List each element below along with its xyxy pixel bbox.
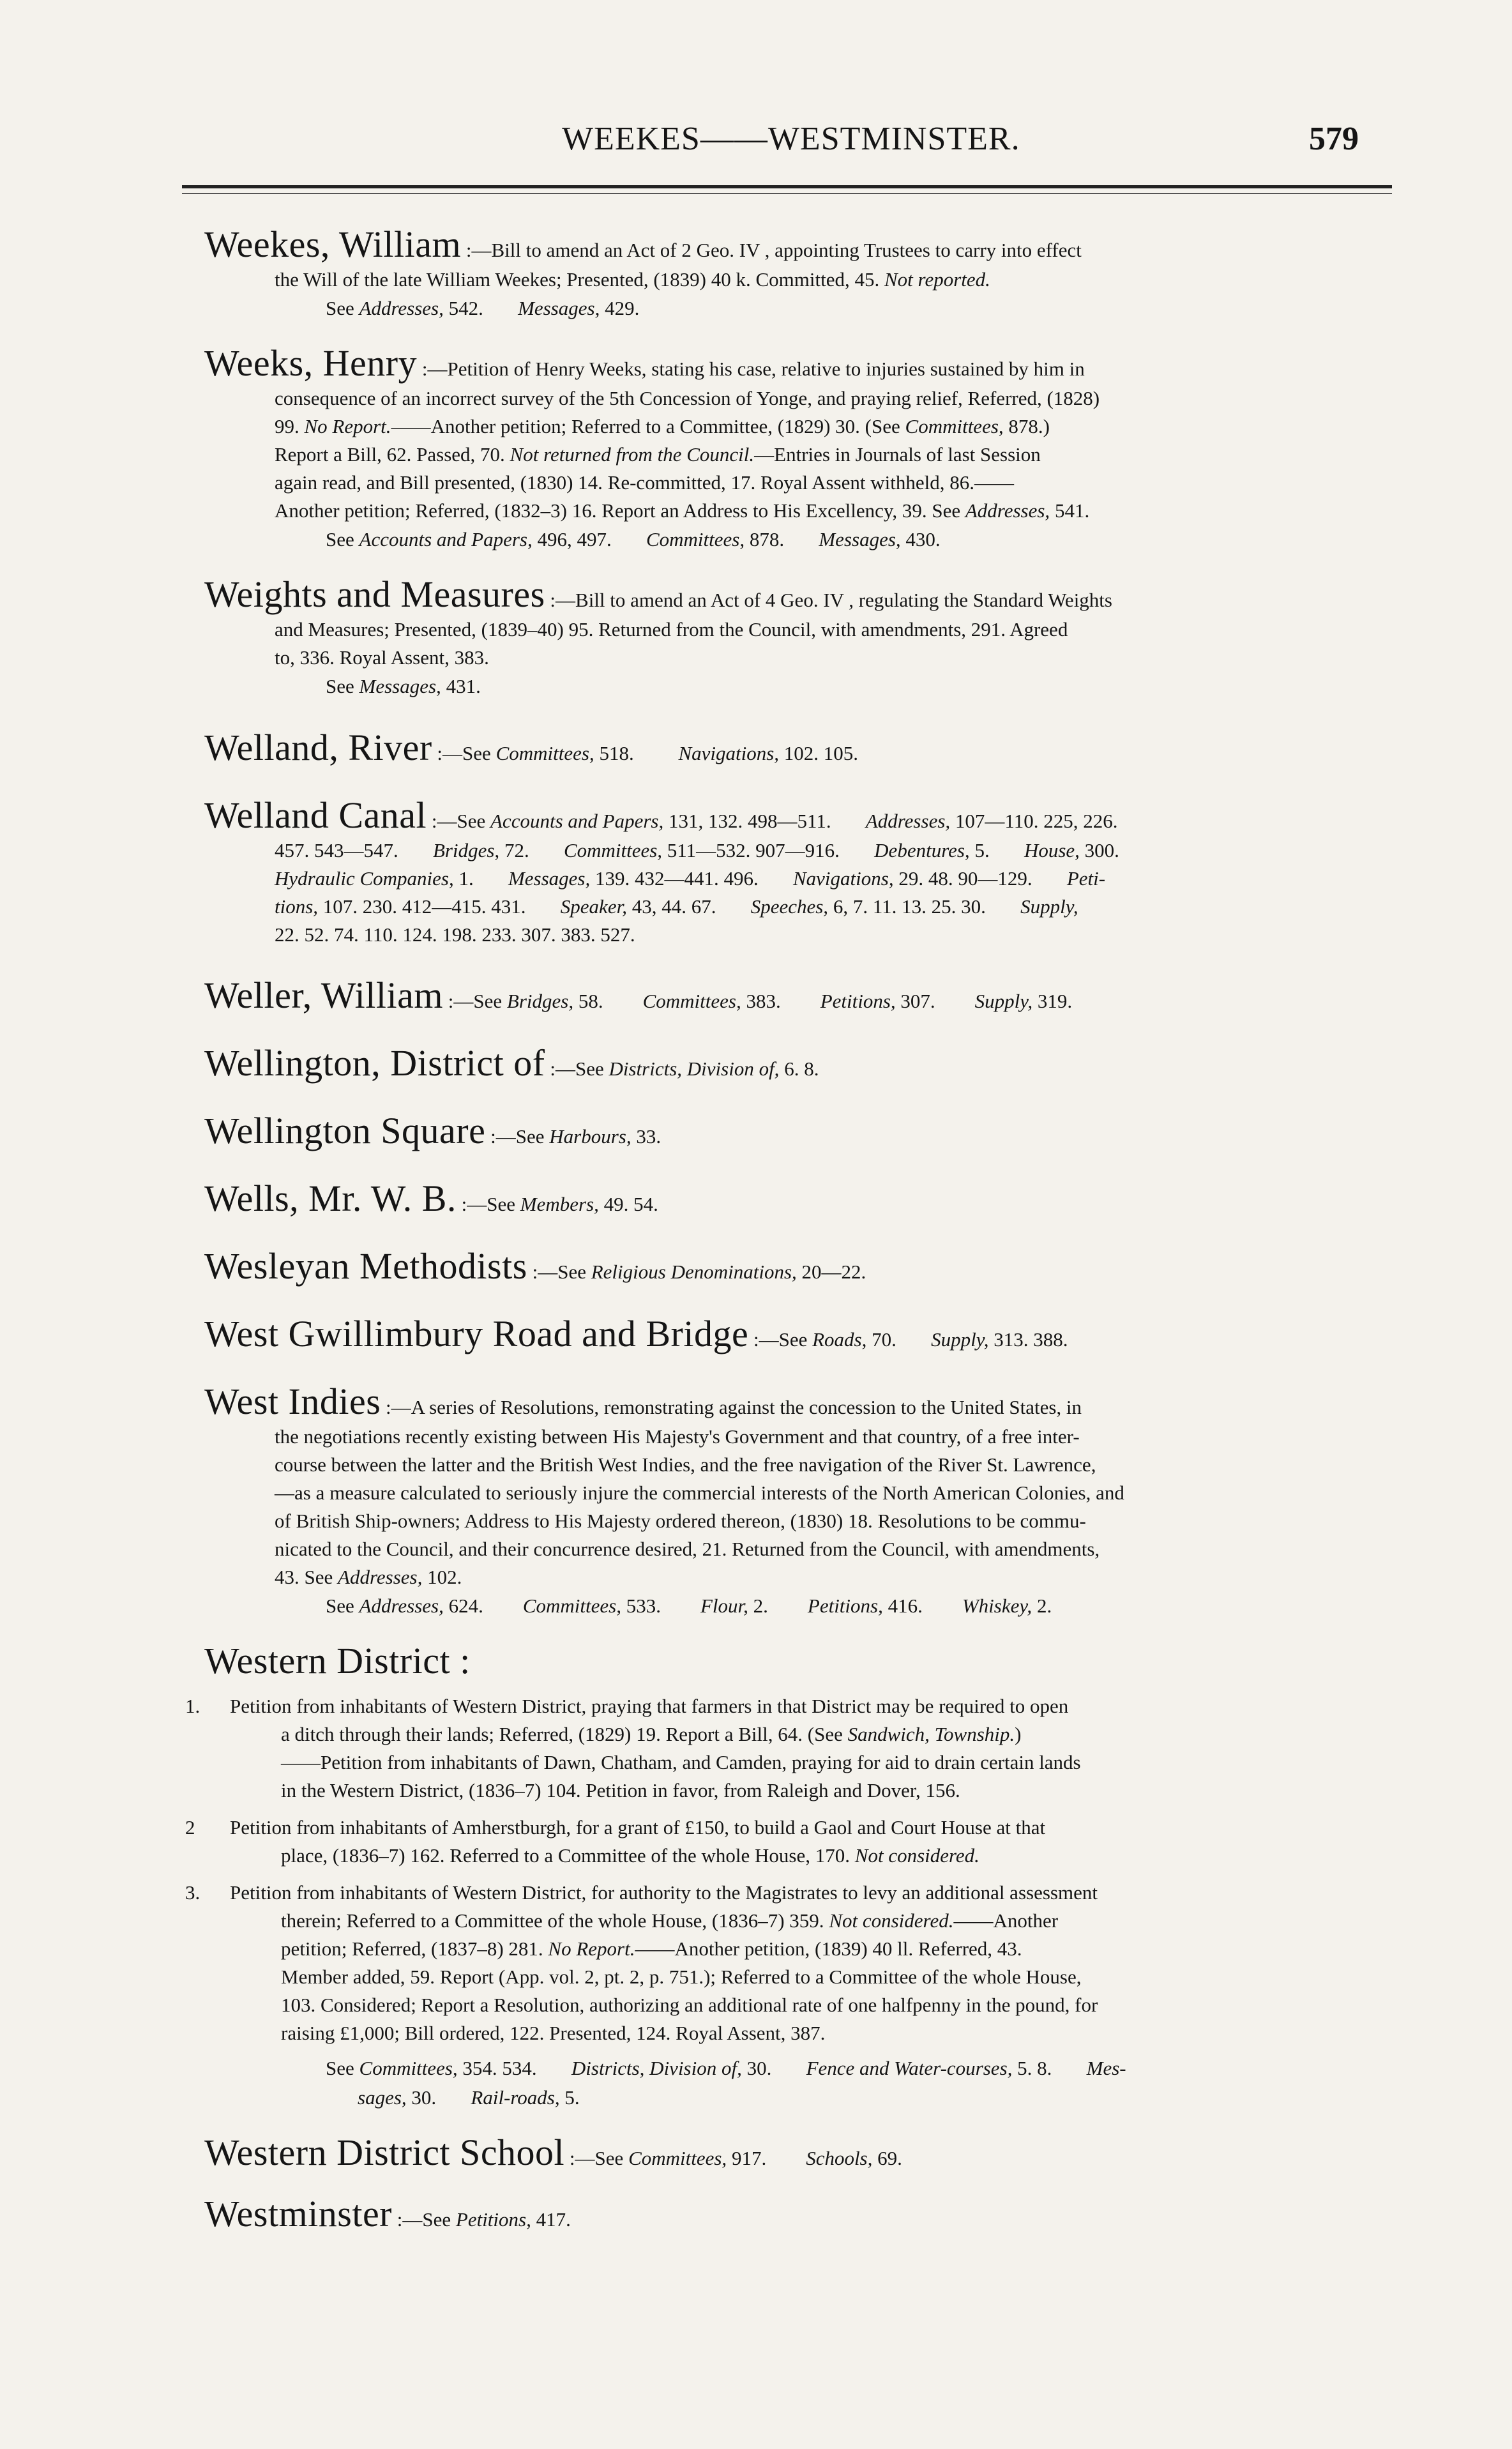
entry-heading: Welland Canal — [204, 794, 427, 836]
cross-reference: See Committees, 354. 534. Districts, Division of, 30. Fence and Water-courses, 5. 8. Mes- — [326, 2057, 1126, 2079]
entry-heading: Western District School — [204, 2132, 565, 2173]
entry-welland-river: Welland, River :—See Committees, 518. Navigations, 102. 105. — [204, 727, 859, 768]
entry-heading: Westminster — [204, 2193, 392, 2234]
entry-west-gwillimbury: West Gwillimbury Road and Bridge :—See Roads, 70. Supply, 313. 388. — [204, 1313, 1068, 1354]
entry-wellington-district: Wellington, District of :—See Districts, Division of, 6. 8. — [204, 1042, 819, 1084]
cross-reference: See Accounts and Papers, 496, 497. Committees, 878. Messages, 430. — [326, 528, 941, 550]
entry-heading: Welland, River — [204, 727, 432, 768]
entry-heading: Western District — [204, 1640, 451, 1681]
entry-weller-william: Weller, William :—See Bridges, 58. Committees, 383. Petitions, 307. Supply, 319. — [204, 974, 1073, 1016]
entry-text: Bill to amend an Act of 2 Geo. IV , appointing Trustees to carry into effect — [491, 239, 1082, 261]
entry-text: the negotiations recently existing between His Majesty's Government and that country, of a free inter- course between the latter and the British West Indies, and the free navigation of the River St. Lawrence, —as a measure calculated to seriously injure the commercial interests of the North American Colonies, and of British Ship-owners; Address to His Majesty ordered thereon, (1830) 18. Resolutions to be commu- nicated to the Council, and their concurrence desired, 21. Returned from the Council, with amendments, 43. See Addresses, 102. — [275, 1425, 1124, 1588]
list-item: 3. Petition from inhabitants of Western District, for authority to the Magistrates to levy an additional assessment therein; Referred to a Committee of the whole House, (1836–7) 359. Not considered.——Another petition; Referred, (1837–8) 281. No Report.——Another petition, (1839) 40 ll. Referred, 43. Member added, 59. Report (App. vol. 2, pt. 2, p. 751.); Referred to a Committee of the whole House, 103. Considered; Report a Resolution, authorizing an additional rate of one halfpenny in the pound, for raising £1,000; Bill ordered, 122. Presented, 124. Royal Assent, 387. — [185, 1881, 1098, 2044]
entry-heading: Wellington, District of — [204, 1042, 545, 1084]
running-title: WEEKES——WESTMINSTER. — [562, 121, 1020, 157]
entry-weekes-william: Weekes, William :—Bill to amend an Act of 2 Geo. IV , appointing Trustees to carry into effect the Will of the late William Weekes; Presented, (1839) 40 k. Committed, 45. Not reported. See Addresses, 542. Messages, 429. — [204, 224, 1386, 323]
entry-western-district-school: Western District School :—See Committees, 917. Schools, 69. — [204, 2132, 902, 2173]
entry-heading: Weeks, Henry — [204, 342, 418, 384]
header-rule — [182, 185, 1392, 188]
entry-wesleyan-methodists: Wesleyan Methodists :—See Religious Denominations, 20—22. — [204, 1245, 866, 1287]
cross-reference: See Addresses, 542. Messages, 429. — [326, 297, 640, 319]
entry-text: consequence of an incorrect survey of the 5th Concession of Yonge, and praying relief, Referred, (1828) 99. No Report.——Another petition; Referred to a Committee, (1829) 30. (See Committees, 878.) Report a Bill, 62. Passed, 70. Not returned from the Council.—Entries in Journals of last Session again read, and Bill presented, (1830) 14. Re-committed, 17. Royal Assent withheld, 86.—— Another petition; Referred, (1832–3) 16. Report an Address to His Excellency, 39. See Addresses, 541. — [275, 387, 1100, 522]
entry-heading: Wesleyan Methodists — [204, 1245, 527, 1287]
entry-heading: Wellington Square — [204, 1110, 486, 1151]
sub-entry-list — [185, 1692, 1386, 2047]
page-number: 579 — [1309, 121, 1359, 157]
entry-heading: West Gwillimbury Road and Bridge — [204, 1313, 749, 1354]
index-entries — [185, 224, 1386, 2235]
entry-west-indies: West Indies :—A series of Resolutions, remonstrating against the concession to the United States, in the negotiations recently existing between His Majesty's Government and that country, of a free inter- course between the latter and the British West Indies, and the free navigation of the River St. Lawrence, —as a measure calculated to seriously injure the commercial interests of the North American Colonies, and of British Ship-owners; Address to His Majesty ordered thereon, (1830) 18. Resolutions to be commu- nicated to the Council, and their concurrence desired, 21. Returned from the Council, with amendments, 43. See Addresses, 102. See Addresses, 624. Committees, 533. Flour, 2. Petitions, 416. Whiskey, 2. — [204, 1381, 1386, 1621]
cross-reference: See Messages, 431. — [326, 675, 481, 697]
entry-heading: Weekes, William — [204, 224, 462, 265]
entry-weeks-henry: Weeks, Henry :—Petition of Henry Weeks, stating his case, relative to injuries sustained by him in consequence of an incorrect survey of the 5th Concession of Yonge, and praying relief, Referred, (1828) 99. No Report.——Another petition; Referred to a Committee, (1829) 30. (See Committees, 878.) Report a Bill, 62. Passed, 70. Not returned from the Council.—Entries in Journals of last Session again read, and Bill presented, (1830) 14. Re-committed, 17. Royal Assent withheld, 86.—— Another petition; Referred, (1832–3) 16. Report an Address to His Excellency, 39. See Addresses, 541. See Accounts and Papers, 496, 497. Committees, 878. Messages, 430. — [204, 342, 1386, 554]
entry-heading: Weller, William — [204, 974, 443, 1016]
list-item: 2 Petition from inhabitants of Amherstburgh, for a grant of £150, to build a Gaol and Court House at that place, (1836–7) 162. Referred to a Committee of the whole House, 170. Not considered. — [185, 1816, 1046, 1867]
entry-wells: Wells, Mr. W. B. :—See Members, 49. 54. — [204, 1178, 658, 1219]
entry-western-district: Western District : 1. Petition from inhabitants of Western District, praying that farmers in that District may be required to open a ditch through their lands; Referred, (1829) 19. Report a Bill, 64. (See Sandwich, Township.) ——Petition from inhabitants of Dawn, Chatham, and Camden, praying for aid to drain certain lands in the Western District, (1836–7) 104. Petition in favor, from Raleigh and Dover, 156. 2 Petition from inhabitants of Amherstburgh, for a grant of £150, to build a Gaol and Court House at that place, (1836–7) 162. Referred to a Committee of the whole House, 170. Not considered. 3. Petition from inhabitants of Western District, for authority to the Magistrates to levy an additional assessment therein; Referred to a Committee of the whole House, (1836–7) 359. Not considered.——Another petition; Referred, (1837–8) 281. No Report.——Another petition, (1839) 40 ll. Referred, 43. Member added, 59. Report (App. vol. 2, pt. 2, p. 751.); Referred to a Committee of the whole House, 103. Considered; Report a Resolution, authorizing an additional rate of one halfpenny in the pound, for raising £1,000; Bill ordered, 122. Presented, 124. Royal Assent, 387. See Committees, 354. 534. Districts, Division of, 30. Fence and Water-courses, 5. 8. Mes- sages, 30. Rail-roads, 5. — [204, 1640, 1386, 2112]
list-item: 1. Petition from inhabitants of Western District, praying that farmers in that District may be required to open a ditch through their lands; Referred, (1829) 19. Report a Bill, 64. (See Sandwich, Township.) ——Petition from inhabitants of Dawn, Chatham, and Camden, praying for aid to drain certain lands in the Western District, (1836–7) 104. Petition in favor, from Raleigh and Dover, 156. — [185, 1695, 1081, 1801]
running-header — [0, 114, 1512, 165]
cross-reference: See Addresses, 624. Committees, 533. Flour, 2. Petitions, 416. Whiskey, 2. — [326, 1595, 1052, 1617]
entry-heading: West Indies — [204, 1381, 381, 1422]
entry-welland-canal: Welland Canal :—See Accounts and Papers, 131, 132. 498—511. Addresses, 107—110. 225, 226. 457. 543—547. Bridges, 72. Committees, 511—532. 907—916. Debentures, 5. House, 300. Hydraulic Companies, 1. Messages, 139. 432—441. 496. Navigations, 29. 48. 90—129. Peti- tions, 107. 230. 412—415. 431. Speaker, 43, 44. 67. Speeches, 6, 7. 11. 13. 25. 30. Supply, 22. 52. 74. 110. 124. 198. 233. 307. 383. 527. — [204, 794, 1119, 946]
entry-status: Not reported. — [884, 268, 990, 291]
entry-text: the Will of the late William Weekes; Presented, (1839) 40 k. Committed, 45. — [275, 268, 880, 291]
entry-wellington-square: Wellington Square :—See Harbours, 33. — [204, 1110, 662, 1151]
header-rule-thin — [182, 193, 1392, 194]
entry-heading: Weights and Measures — [204, 573, 545, 615]
entry-heading: Wells, Mr. W. B. — [204, 1178, 457, 1219]
entry-weights-and-measures: Weights and Measures :—Bill to amend an Act of 4 Geo. IV , regulating the Standard Weights and Measures; Presented, (1839–40) 95. Returned from the Council, with amendments, 291. Agreed to, 336. Royal Assent, 383. See Messages, 431. — [204, 573, 1386, 701]
entry-westminster: Westminster :—See Petitions, 417. — [204, 2193, 571, 2234]
